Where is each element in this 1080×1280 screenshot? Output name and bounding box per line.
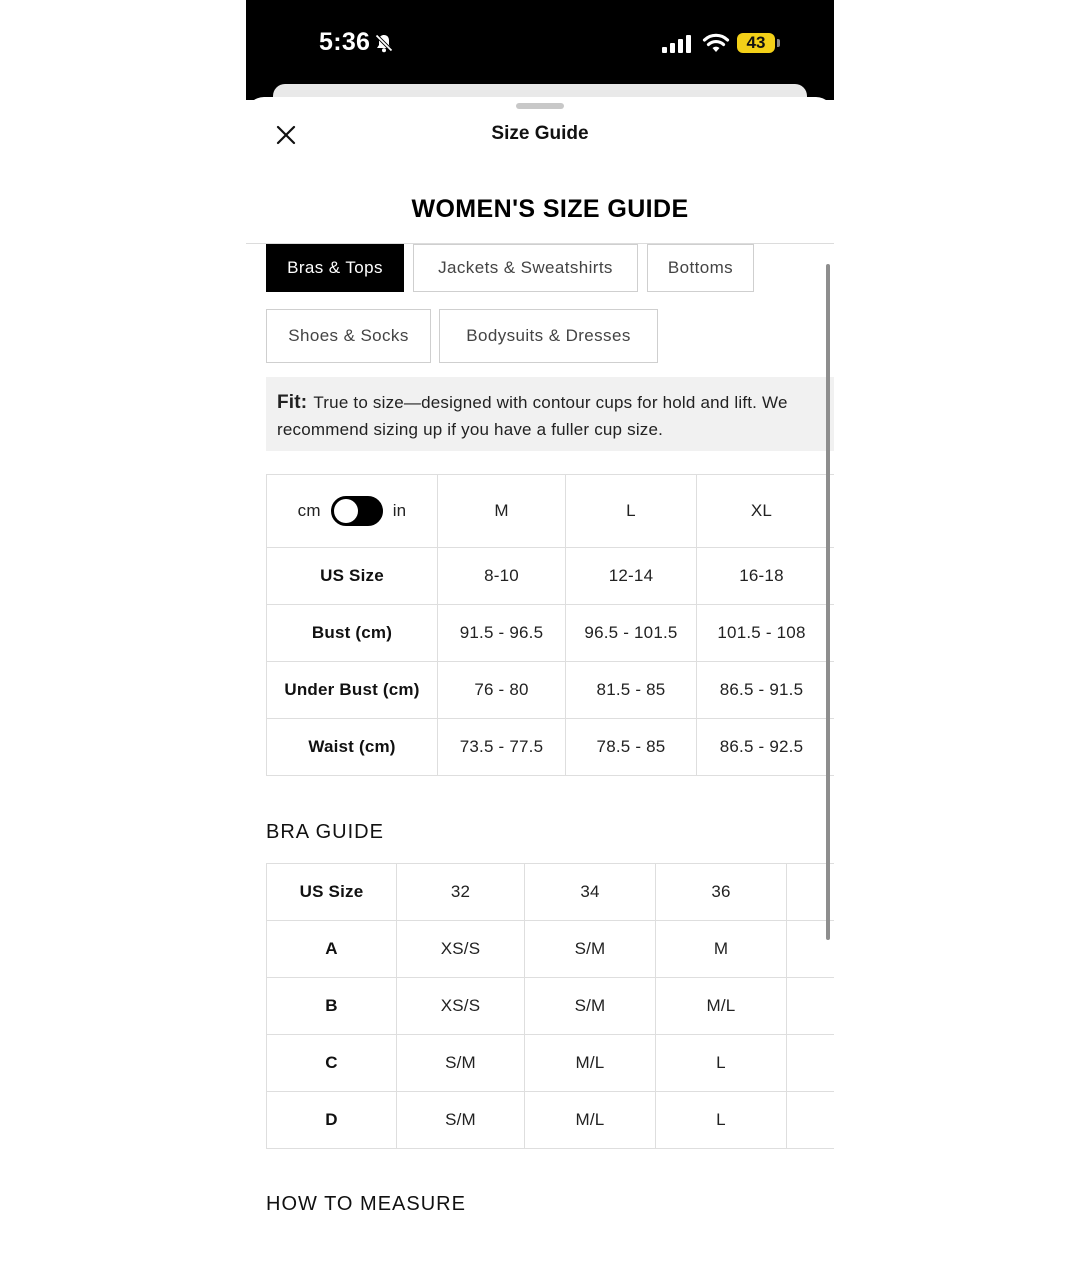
bra-table-header (267, 864, 835, 921)
table-row (267, 548, 835, 605)
unit-cm-label: cm (297, 501, 321, 520)
band-column-header: 32 (397, 864, 525, 921)
fit-note (266, 377, 834, 451)
status-time: 5:36 (319, 28, 371, 56)
battery-tip (777, 39, 780, 47)
table-row (267, 662, 835, 719)
table-row (267, 605, 835, 662)
size-column-header: M (438, 475, 566, 548)
wifi-icon (702, 32, 730, 54)
cellular-signal-icon (662, 34, 694, 54)
table-cell: S/M (397, 1035, 525, 1092)
toggle-knob (334, 499, 358, 523)
table-cell (787, 1035, 835, 1092)
how-to-measure-title: HOW TO MEASURE (266, 1193, 466, 1215)
row-header: A (267, 921, 397, 978)
row-header: C (267, 1035, 397, 1092)
table-cell: 101.5 - 108 (697, 605, 827, 662)
table-cell: 76 - 80 (438, 662, 566, 719)
tab-jackets-sweatshirts[interactable]: Jackets & Sweatshirts (413, 244, 638, 292)
table-cell: L (656, 1092, 787, 1149)
guide-title: WOMEN'S SIZE GUIDE (411, 195, 689, 223)
phone-screen (246, 0, 834, 1280)
sheet-title: Size Guide (491, 123, 589, 144)
row-header: Under Bust (cm) (267, 662, 438, 719)
table-cell: L (656, 1035, 787, 1092)
tab-bodysuits-dresses[interactable]: Bodysuits & Dresses (439, 309, 658, 363)
unit-toggle-cell (267, 475, 438, 548)
table-cell: 8-10 (438, 548, 566, 605)
table-cell: 96.5 - 101.5 (566, 605, 697, 662)
table-cell: XS/S (397, 921, 525, 978)
table-cell: XS/S (397, 978, 525, 1035)
bra-guide-table (266, 863, 834, 1149)
table-cell: 81.5 - 85 (566, 662, 697, 719)
size-table (266, 474, 834, 776)
table-cell (787, 1092, 835, 1149)
tab-shoes-socks[interactable]: Shoes & Socks (266, 309, 431, 363)
row-header: Bust (cm) (267, 605, 438, 662)
unit-in-label: in (392, 501, 407, 520)
unit-toggle[interactable] (331, 496, 383, 526)
size-column-header: XL (697, 475, 827, 548)
table-cell (787, 978, 835, 1035)
table-cell: S/M (525, 978, 656, 1035)
size-column-header: L (566, 475, 697, 548)
fit-label: Fit: (277, 392, 308, 413)
band-column-header: 34 (525, 864, 656, 921)
tab-bottoms[interactable]: Bottoms (647, 244, 754, 292)
table-cell: 86.5 - 92.5 (697, 719, 827, 776)
table-cell: 16-18 (697, 548, 827, 605)
table-row (267, 978, 835, 1035)
table-cell: 91.5 - 96.5 (438, 605, 566, 662)
table-cell: M (656, 921, 787, 978)
table-cell: M/L (525, 1035, 656, 1092)
size-guide-sheet (246, 97, 834, 1280)
row-header: US Size (267, 864, 397, 921)
table-row (267, 719, 835, 776)
table-cell: S/M (397, 1092, 525, 1149)
row-header: D (267, 1092, 397, 1149)
row-header: B (267, 978, 397, 1035)
table-row (267, 1092, 835, 1149)
scrollbar[interactable] (826, 264, 830, 940)
table-cell: M/L (525, 1092, 656, 1149)
table-cell: 86.5 - 91.5 (697, 662, 827, 719)
table-cell: S/M (525, 921, 656, 978)
table-row (267, 921, 835, 978)
bra-guide-title: BRA GUIDE (266, 821, 384, 843)
sheet-grabber[interactable] (516, 103, 564, 109)
battery-indicator: 43 (737, 33, 775, 53)
band-column-header: 36 (656, 864, 787, 921)
fit-text: True to size—designed with contour cups for hold and lift. We recommend sizing up if you have a fuller cup size. (277, 393, 788, 439)
table-cell: M/L (656, 978, 787, 1035)
silent-bell-icon (374, 33, 394, 53)
table-cell: 12-14 (566, 548, 697, 605)
table-row (267, 1035, 835, 1092)
table-cell: 73.5 - 77.5 (438, 719, 566, 776)
row-header: Waist (cm) (267, 719, 438, 776)
row-header: US Size (267, 548, 438, 605)
size-table-header (267, 475, 835, 548)
tab-bras-tops[interactable]: Bras & Tops (266, 244, 404, 292)
table-cell: 78.5 - 85 (566, 719, 697, 776)
